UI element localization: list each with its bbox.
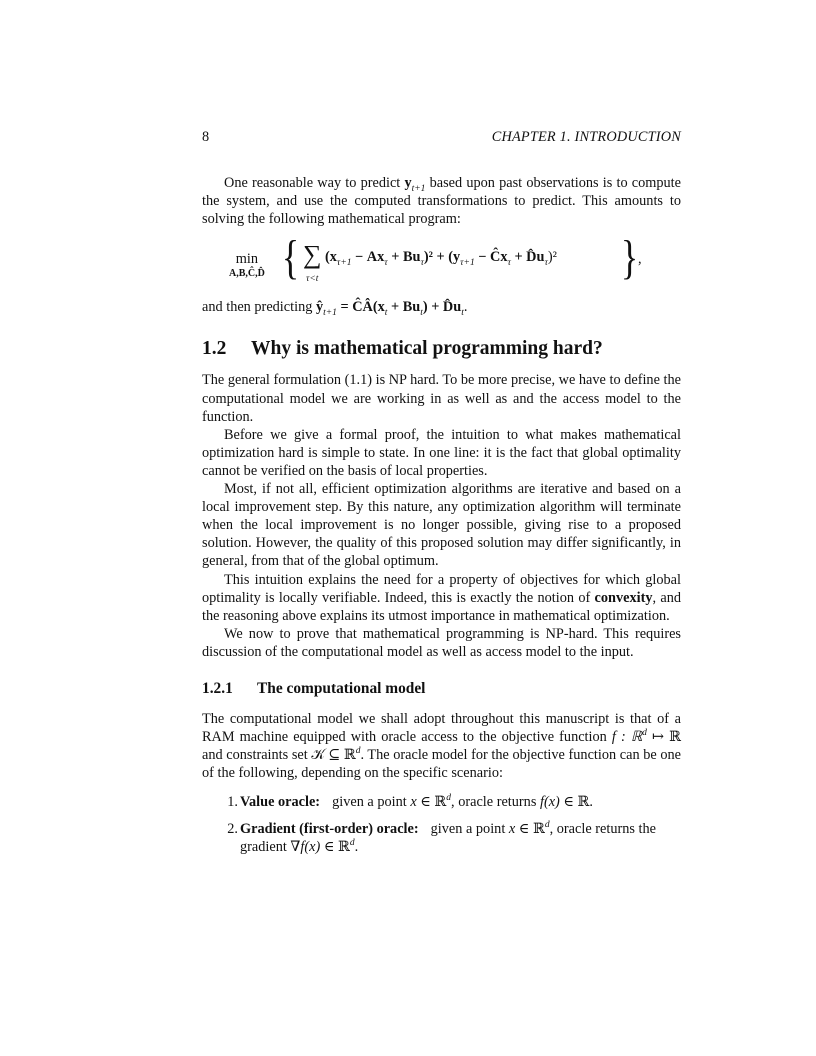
list-item: 1. Value oracle: given a point x ∈ ℝ$^d$, oracle returns f(x) ∈ ℝ. [227,793,593,811]
eq-body: $(x_{\tau+1} - Ax_\tau + Bu_\tau)^2 + (y_{\tau+1}$ − $Ĉx_\tau$ + $D̂u_\tau)^2$ [325,249,557,269]
prediction-sentence: and then predicting $ŷ_{t+1}$ = $ĈÂ(x_t + Bu_t)$ + $D̂u_t$. [202,299,468,319]
subsection-heading: 1.2.1 The computational model [202,679,426,697]
paragraph-convexity: This intuition explains the need for a property of objectives for which global optimality is locally verifiable. Indeed, this is exactly the notion of convexity, and the reasoning above explains its utmost importance in mathematical optimization. [202,571,681,624]
section-heading: 1.2 Why is mathematical programming hard? [202,338,603,360]
left-brace: { [281,231,300,285]
eq-comma: , [638,251,642,268]
optimization-equation [202,231,681,292]
sum-symbol: ∑ [303,240,322,270]
sum-index: τ<t [306,274,319,285]
paragraph-intuition: Before we give a formal proof, the intuition to what makes mathematical optimization hard is simple to state. In one line: it is the fact that global optimality cannot be verified on the basis of local properties. [202,426,681,479]
running-header [202,128,681,150]
page [202,128,681,864]
paragraph-proof-intro: We now to prove that mathematical programming is NP-hard. This requires discussion of the computational model as well as access model to the input. [202,625,681,660]
right-brace: } [620,231,639,285]
paragraph-iterative: Most, if not all, efficient optimization algorithms are iterative and based on a local improvement step. By this nature, any optimization algorithm will terminate when the local improvement is no longer possible, giving rise to a proposed solution. However, the quality of this proposed solution may differ significantly, in general, from that of the global optimum. [202,481,681,570]
intro-paragraph: One reasonable way to predict $y_{t+1}$ based upon past observations is to compute the system, and use the computed transformations to predict. This amounts to solving the following mathematical program: [202,175,681,228]
eq-min-operator: min A,B,Ĉ,D̂ [229,251,265,280]
list-item: 2. Gradient (first-order) oracle: given a point x ∈ ℝ$^d$, oracle returns the gradient ∇f(x) ∈ ℝ$^d$. [227,819,656,855]
paragraph-np-hard: The general formulation (1.1) is NP hard. To be more precise, we have to define the computational model we are working in as well as and the access model to the function. [202,372,681,425]
chapter-title: CHAPTER 1. INTRODUCTION [491,129,681,145]
oracle-list [202,793,681,855]
paragraph-computational-model: The computational model we shall adopt throughout this manuscript is that of a RAM machine equipped with oracle access to the objective function f : ℝ$^d$ ↦ ℝ and constraints set 𝒦 ⊆ ℝ$^d$. The oracle model for the objective function can be one of the following, depending on the specific scenario: [202,711,681,782]
page-number: 8 [202,129,210,145]
